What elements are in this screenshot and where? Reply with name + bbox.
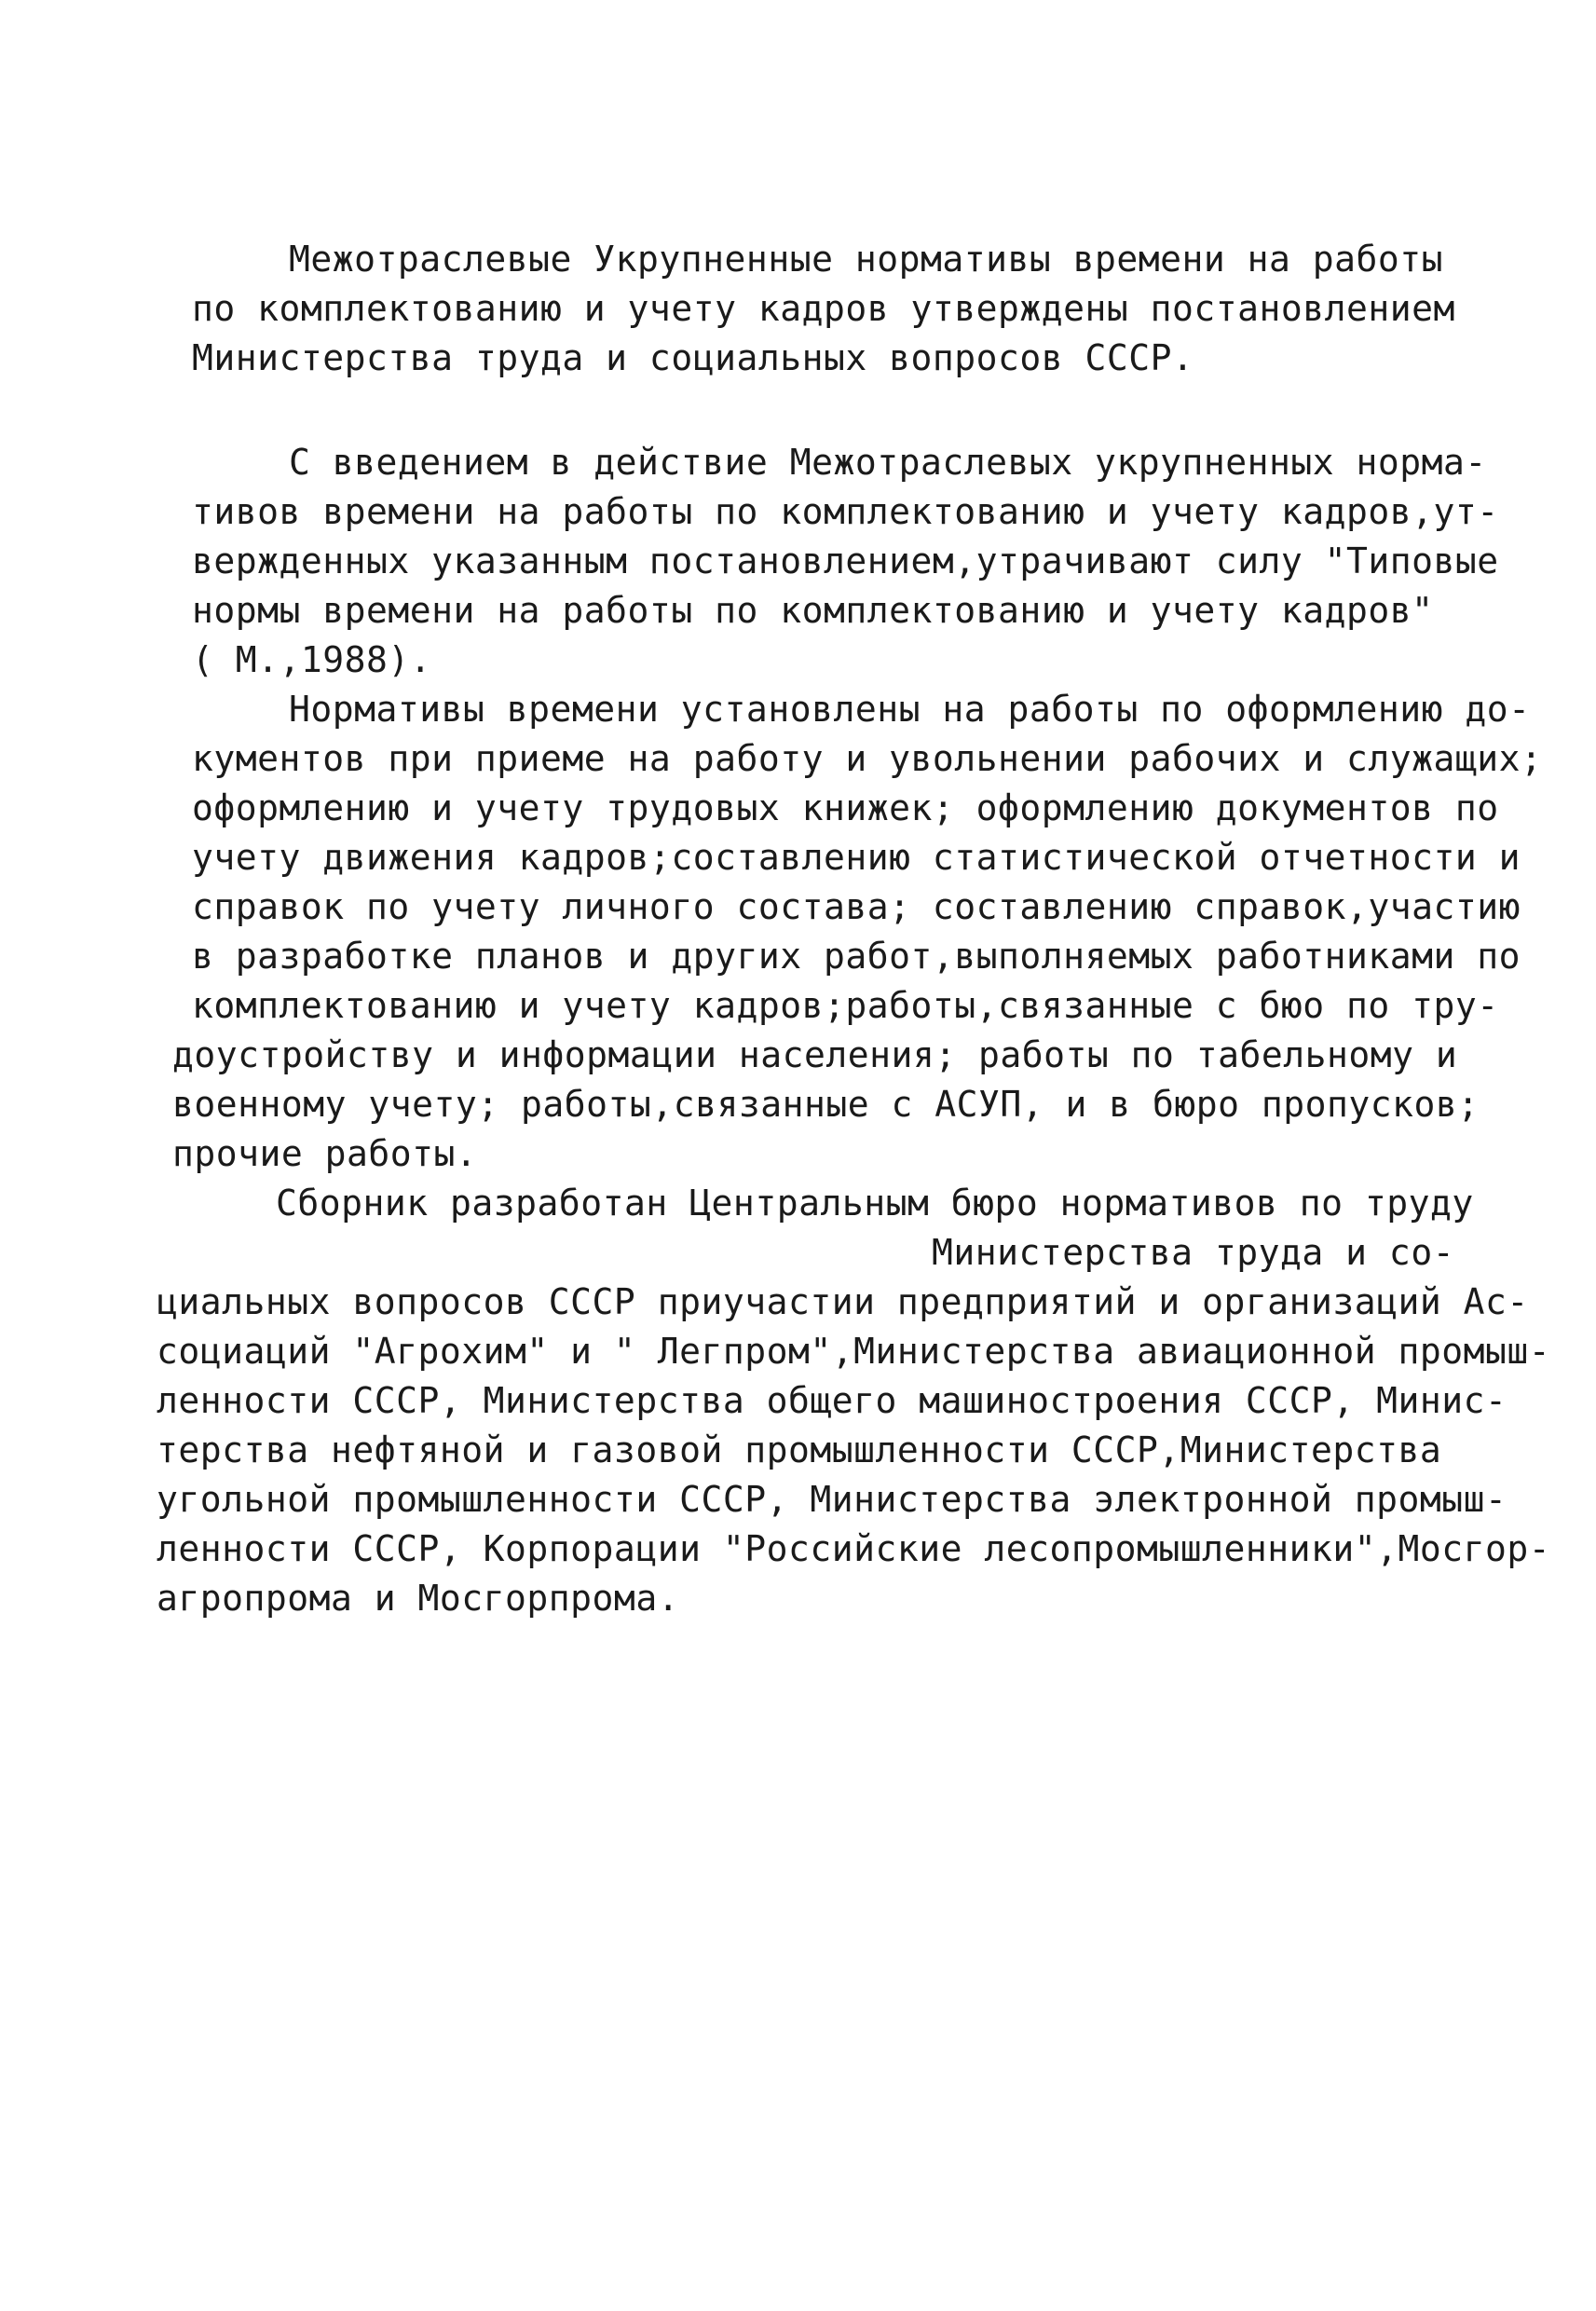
- text-line: Министерства труда и со-: [932, 1232, 1455, 1273]
- text-line: терства нефтяной и газовой промышленности СССР,Министерства: [157, 1429, 1442, 1470]
- text-line: военному учету; работы,связанные с АСУП, и в бюро пропусков;: [172, 1084, 1480, 1125]
- text-line: агропрома и Мосгорпрома.: [157, 1578, 680, 1619]
- text-line: кументов при приеме на работу и увольнении рабочих и служащих;: [192, 738, 1543, 779]
- text-line: прочие работы.: [172, 1133, 478, 1174]
- text-line: справок по учету личного состава; составлению справок,участию: [192, 886, 1521, 927]
- text-line: Межотраслевые Укрупненные нормативы времени на работы: [289, 239, 1444, 280]
- text-line: ( М.,1988).: [192, 639, 432, 680]
- text-line: в разработке планов и других работ,выполняемых работниками по: [192, 936, 1521, 977]
- text-line: доустройству и информации населения; работы по табельному и: [172, 1034, 1458, 1075]
- text-line: Министерства труда и социальных вопросов СССР.: [192, 337, 1194, 378]
- text-line: социаций "Агрохим" и " Легпром",Министерства авиационной промыш-: [157, 1331, 1551, 1372]
- text-line: С введением в действие Межотраслевых укрупненных норма-: [289, 442, 1487, 483]
- text-line: оформлению и учету трудовых книжек; оформлению документов по: [192, 787, 1499, 828]
- text-line: Нормативы времени установлены на работы по оформлению до-: [289, 689, 1531, 730]
- text-line: по комплектованию и учету кадров утверждены постановлением: [192, 288, 1455, 329]
- text-line: Сборник разработан Центральным бюро нормативов по труду: [276, 1183, 1474, 1224]
- text-line: вержденных указанным постановлением,утрачивают силу "Типовые: [192, 540, 1499, 581]
- text-line: ленности СССР, Корпорации "Российские лесопромышленники",Мосгор-: [157, 1528, 1551, 1569]
- text-line: комплектованию и учету кадров;работы,связанные с бюо по тру-: [192, 985, 1499, 1026]
- text-line: тивов времени на работы по комплектованию и учету кадров,ут-: [192, 491, 1499, 532]
- text-line: нормы времени на работы по комплектованию и учету кадров": [192, 590, 1434, 631]
- text-line: ленности СССР, Министерства общего машиностроения СССР, Минис-: [157, 1380, 1507, 1421]
- text-line: учету движения кадров;составлению статистической отчетности и: [192, 837, 1521, 878]
- text-line: угольной промышленности СССР, Министерства электронной промыш-: [157, 1479, 1507, 1520]
- text-line: циальных вопросов СССР приучастии предприятий и организаций Ас-: [157, 1281, 1529, 1322]
